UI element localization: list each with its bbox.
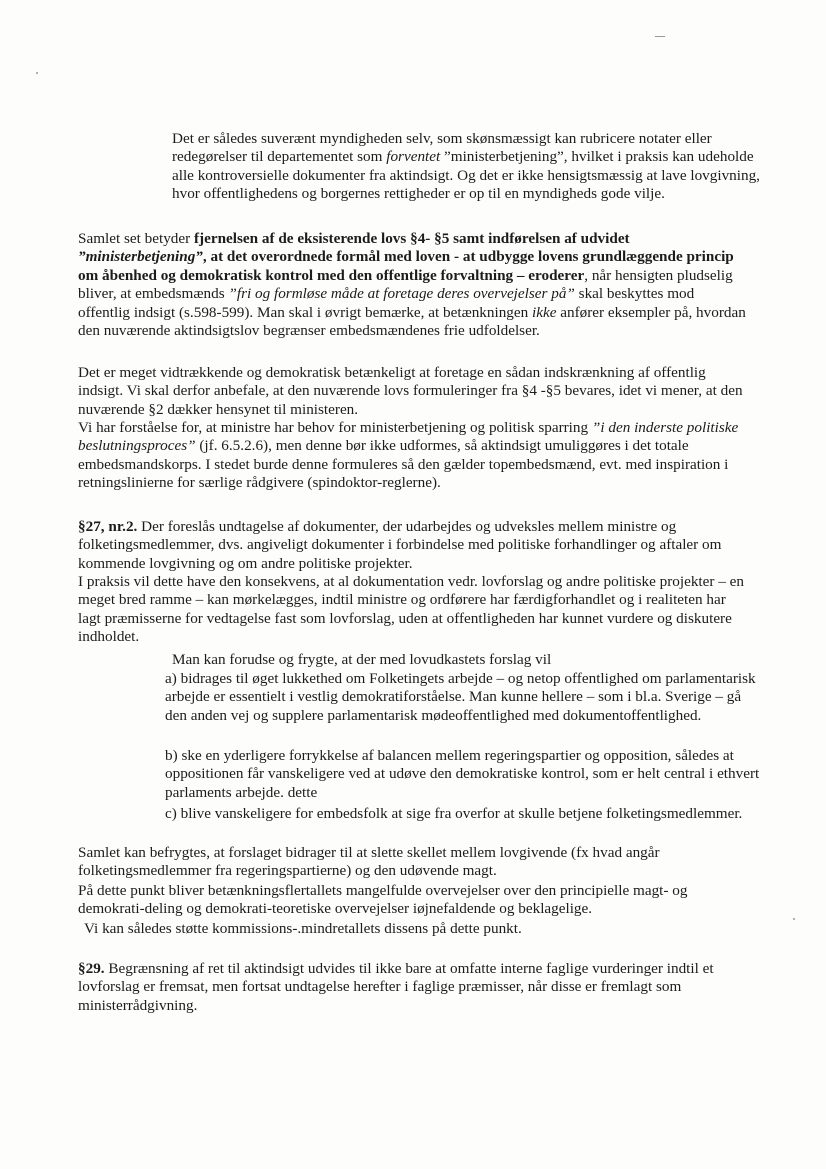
list-item-a: a) bidrages til øget lukkethed om Folketingets arbejde – og netop offentlighed om parlamentarisk arbejde er essentielt i vestlig demokratiforståelse. Man kunne hellere – som i bl.a. Sverige – gå den anden vej og supplere parlamentarisk mødeoffentlighed med dokumentoffentlighed.	[165, 670, 756, 724]
paragraph-conclusion: Samlet kan befrygtes, at forslaget bidrager til at slette skellet mellem lovgivende (fx hvad angår folketingsmedlemmer fra regeringspartierne) og den udøvende magt.	[78, 844, 660, 880]
list-item-b: b) ske en yderligere forrykkelse af balancen mellem regeringspartier og opposition, således at oppositionen får vanskeligere ved at udøve den demokratiske kontrol, som er helt central i ethvert parlaments arbejde. dette	[165, 747, 760, 801]
scan-speck	[36, 72, 38, 74]
section-29-label: §29.	[78, 960, 105, 977]
section-27-heading-paragraph: §27, nr.2. Der foreslås undtagelse af dokumenter, der udarbejdes og udveksles mellem ministre og folketingsmedlemmer, dvs. angiveligt dokumenter i forbindelse med politiske forhandlinger og aftaler om kommende lovgivning og om andre politiske projekter.	[78, 518, 722, 572]
scan-speck	[793, 918, 795, 920]
list-item-c: c) blive vanskeligere for embedsfolk at sige fra overfor at skulle betjene folketingsmedlemmer.	[165, 805, 743, 822]
paragraph-fear: Man kan forudse og frygte, at der med lovudkastets forslag vil	[172, 651, 552, 668]
paragraph-summary: Samlet set betyder fjernelsen af de eksisterende lovs §4- §5 samt indførelsen af udvidet ”ministerbetjening”, at det overordnede formål med loven - at udbygge lovens grundlæggende princip om åbenhed og demokratisk kontrol med den offentlige forvaltning – eroderer, når hensigten pludselig bliver, at embedsmænds ”fri og formløse måde at foretage deres overvejelser på” skal beskyttes mod offentlig indsigt (s.598-599). Man skal i øvrigt bemærke, at betænkningen ikke anfører eksempler på, hvordan den nuværende aktindsigtslov begrænser embedsmændenes frie udfoldelser.	[78, 230, 746, 340]
paragraph-dissent: Vi kan således støtte kommissions-.mindretallets dissens på dette punkt.	[84, 920, 522, 937]
paragraph-deliberations: På dette punkt bliver betænkningsflertallets mangelfulde overvejelser over den principielle magt- og demokrati-deling og demokrati-teoretiske overvejelser iøjnefaldende og beklagelige.	[78, 882, 688, 918]
scan-speck	[655, 36, 665, 37]
paragraph-intro: Det er således suverænt myndigheden selv, som skønsmæssigt kan rubricere notater eller redegørelser til departementet som forventet ”ministerbetjening”, hvilket i praksis kan udeholde alle kontroversielle dokumenter fra aktindsigt. Og det er ikke hensigtsmæssig at lave lovgivning, hvor offentlighedens og borgernes rettigheder er op til en myndigheds gode vilje.	[172, 130, 760, 203]
paragraph-understanding: Vi har forståelse for, at ministre har behov for ministerbetjening og politisk sparring ”i den inderste politiske beslutningsproces” (jf. 6.5.2.6), men denne bør ikke udformes, så aktindsigt umuliggøres i det totale embedsmandskorps. I stedet burde denne formuleres så den gælder topembedsmænd, evt. med inspiration i retningslinierne for særlige rådgivere (spindoktor-reglerne).	[78, 419, 739, 492]
section-27-label: §27, nr.2.	[78, 518, 138, 535]
paragraph-recommendation: Det er meget vidtrækkende og demokratisk betænkeligt at foretage en sådan indskrænkning af offentlig indsigt. Vi skal derfor anbefale, at den nuværende lovs formuleringer fra §4 -§5 bevares, idet vi mener, at den nuværende §2 dækker hensynet til ministeren.	[78, 364, 743, 418]
section-29-paragraph: §29. Begrænsning af ret til aktindsigt udvides til ikke bare at omfatte interne faglige vurderinger indtil et lovforslag er fremsat, men fortsat undtagelse herefter i faglige præmisser, når disse er fremlagt som ministerrådgivning.	[78, 960, 714, 1014]
paragraph-practice: I praksis vil dette have den konsekvens, at al dokumentation vedr. lovforslag og andre politiske projekter – en meget bred ramme – kan mørkelægges, indtil ministre og ordførere har færdigforhandlet og i realiteten har lagt præmisserne for vedtagelse fast som lovforslag, uden at offentligheden har kunnet vurdere og diskutere indholdet.	[78, 573, 744, 646]
